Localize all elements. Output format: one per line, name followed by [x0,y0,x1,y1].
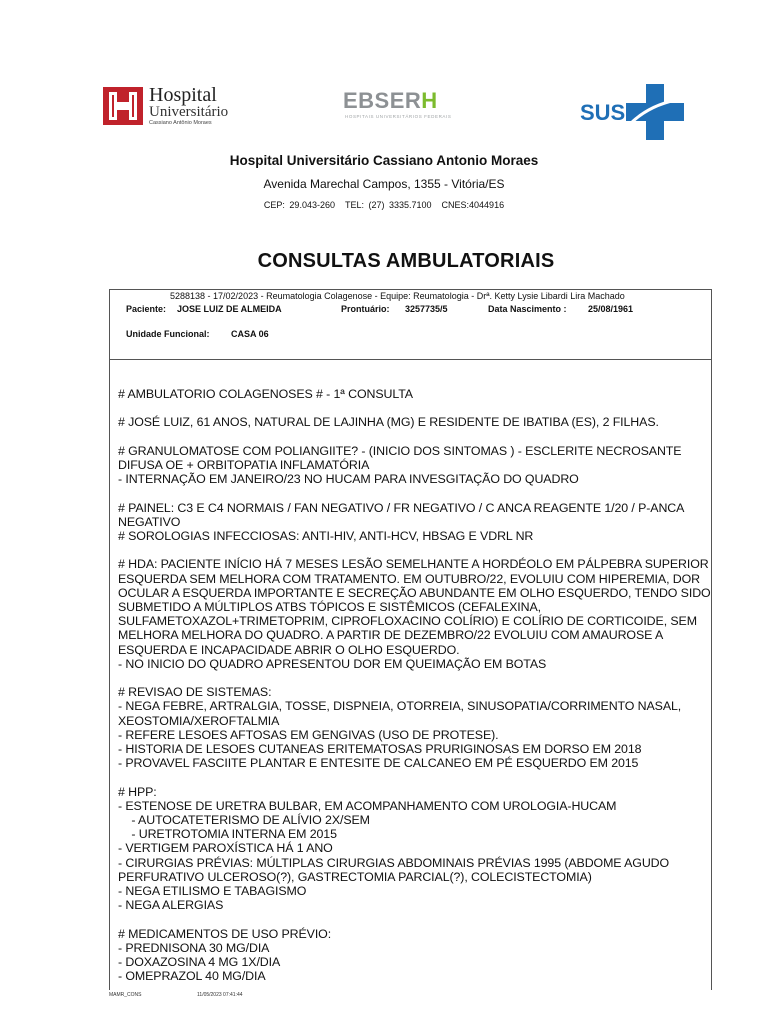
hospital-logo-line1: Hospital [149,84,217,106]
hospital-address: Avenida Marechal Campos, 1355 - Vitória/ES [263,177,505,191]
hospital-name: Hospital Universitário Cassiano Antonio Moraes [229,153,539,168]
note-line: # GRANULOMATOSE COM POLIANGIITE? - (INICIO DOS SINTOMAS ) - ESCLERITE NECROSANTE [118,443,682,458]
hospital-cnes: CNES:4044916 [441,200,505,210]
note-line: PERFURATIVO ULCEROSO(?), GASTRECTOMIA PARCIAL(?), COLECISTECTOMIA) [118,869,592,884]
note-line: # HDA: PACIENTE INÍCIO HÁ 7 MESES LESÃO SEMELHANTE A HORDÉOLO EM PÁLPEBRA SUPERIOR [118,557,709,572]
note-line: - ESTENOSE DE URETRA BULBAR, EM ACOMPANHAMENTO COM UROLOGIA-HUCAM [118,798,617,813]
dob-value: 25/08/1961 [588,304,634,314]
note-line: - HISTORIA DE LESOES CUTANEAS ERITEMATOSAS PRURIGINOSAS EM DORSO EM 2018 [118,742,642,756]
note-line: - PROVAVEL FASCIITE PLANTAR E ENTESITE DE CALCANEO EM PÉ ESQUERDO EM 2015 [118,756,639,771]
note-line: NEGATIVO [118,514,181,529]
hospital-cross-icon [103,87,143,125]
ebserh-logo-name: EBSER [343,88,422,113]
hospital-tel: TEL: (27) 3335.7100 [344,200,432,210]
note-line: - DOXAZOSINA 4 MG 1X/DIA [118,955,281,970]
patient-label: Paciente: [126,304,167,314]
ebserh-logo [343,89,453,123]
hospital-contact [0,200,768,210]
note-line: - NEGA ETILISMO E TABAGISMO [118,884,307,899]
note-line: - NEGA FEBRE, ARTRALGIA, TOSSE, DISPNEIA, OTORREIA, SINUSOPATIA/CORRIMENTO NASAL, [118,699,682,714]
note-line: - CIRURGIAS PRÉVIAS: MÚLTIPLAS CIRURGIAS ABDOMINAIS PRÉVIAS 1995 (ABDOME AGUDO [118,855,670,870]
ebserh-logo-accent: H [421,88,438,113]
note-line: MELHORA MELHORA DO QUADRO. A PARTIR DE DEZEMBRO/22 EVOLUIU COM AMAUROSE A [118,628,664,643]
note-line: # MEDICAMENTOS DE USO PRÉVIO: [118,926,332,941]
note-line: - NO INICIO DO QUADRO APRESENTOU DOR EM QUEIMAÇÃO EM BOTAS [118,656,547,671]
note-line: ESQUERDA E INCAPACIDADE ABRIR O OLHO ESQUERDO. [118,642,460,657]
sus-cross-icon [626,84,684,140]
note-line: # SOROLOGIAS INFECCIOSAS: ANTI-HIV, ANTI-HCV, HBSAG E VDRL NR [118,528,534,543]
note-line: - AUTOCATETERISMO DE ALÍVIO 2X/SEM [118,813,370,827]
ebserh-logo-subtitle: HOSPITAIS UNIVERSITÁRIOS FEDERAIS [345,114,452,119]
note-paragraph [118,927,703,984]
note-line: XEOSTOMIA/XEROFTALMIA [118,713,280,728]
document-title: CONSULTAS AMBULATORIAIS [257,250,555,272]
unit-label: Unidade Funcional: [126,329,210,339]
note-paragraph [118,785,703,913]
sus-logo [580,84,685,140]
note-paragraph [118,501,703,544]
record-value: 3257735/5 [405,304,448,314]
note-line: - URETROTOMIA INTERNA EM 2015 [118,827,337,842]
note-paragraph [118,415,703,429]
hospital-logo-line2: Universitário [149,104,229,120]
unit-value: CASA 06 [231,329,269,339]
note-line: - VERTIGEM PAROXÍSTICA HÁ 1 ANO [118,841,333,856]
note-line: ESQUERDA SEM MELHORA COM TRATAMENTO. EM OUTUBRO/22, EVOLUIU COM HIPEREMIA, DOR [118,571,700,586]
footer-timestamp: 11/05/2023 07:41:44 [197,992,243,998]
hospital-logo [103,84,229,128]
note-line: - REFERE LESOES AFTOSAS EM GENGIVAS (USO DE PROTESE). [118,727,499,742]
clinical-notes [118,387,711,998]
note-line: - OMEPRAZOL 40 MG/DIA [118,969,266,984]
note-line: # HPP: [118,784,157,799]
note-line: OCULAR A ESQUERDA IMPORTANTE E SECREÇÃO ABUNDANTE EM OLHO ESQUERDO, TENDO SIDO [118,585,711,600]
hospital-logo-line3: Cassiano Antônio Moraes [149,120,212,126]
patient-value: JOSE LUIZ DE ALMEIDA [177,304,282,314]
note-paragraph [118,444,703,487]
hospital-cep: CEP: 29.043-260 [263,200,335,210]
footer-code: MAMR_CONS [109,992,142,998]
sus-logo-word: SUS [580,100,626,125]
note-line: - NEGA ALERGIAS [118,898,224,913]
note-line: # REVISAO DE SISTEMAS: [118,685,272,700]
note-paragraph [118,685,703,770]
consult-line: 5288138 - 17/02/2023 - Reumatologia Colagenose - Equipe: Reumatologia - Drª. Ketty Lysie Libardi Lira Machado [170,291,625,301]
note-line: # PAINEL: C3 E C4 NORMAIS / FAN NEGATIVO / FR NEGATIVO / C ANCA REAGENTE 1/20 / P-ANCA [118,500,685,515]
consult-info-box [109,289,712,360]
note-line: SUBMETIDO A MÚLTIPLOS ATBS TÓPICOS E SISTÊMICOS (CEFALEXINA, [118,599,541,614]
record-label: Prontuário: [341,304,390,314]
note-paragraph [118,387,703,401]
note-line: DIFUSA OE + ORBITOPATIA INFLAMATÓRIA [118,457,370,472]
note-line: # JOSÉ LUIZ, 61 ANOS, NATURAL DE LAJINHA (MG) E RESIDENTE DE IBATIBA (ES), 2 FILHAS. [118,415,659,430]
note-paragraph [118,557,711,671]
note-line: SULFAMETOXAZOL+TRIMETOPRIM, CIPROFLOXACINO COLÍRIO) E COLÍRIO DE CORTICOIDE, SEM [118,614,697,629]
dob-label: Data Nascimento : [488,304,567,314]
note-line: # AMBULATORIO COLAGENOSES # - 1ª CONSULTA [118,387,413,401]
note-line: - INTERNAÇÃO EM JANEIRO/23 NO HUCAM PARA INVESGITAÇÃO DO QUADRO [118,472,579,487]
note-line: - PREDNISONA 30 MG/DIA [118,940,270,955]
